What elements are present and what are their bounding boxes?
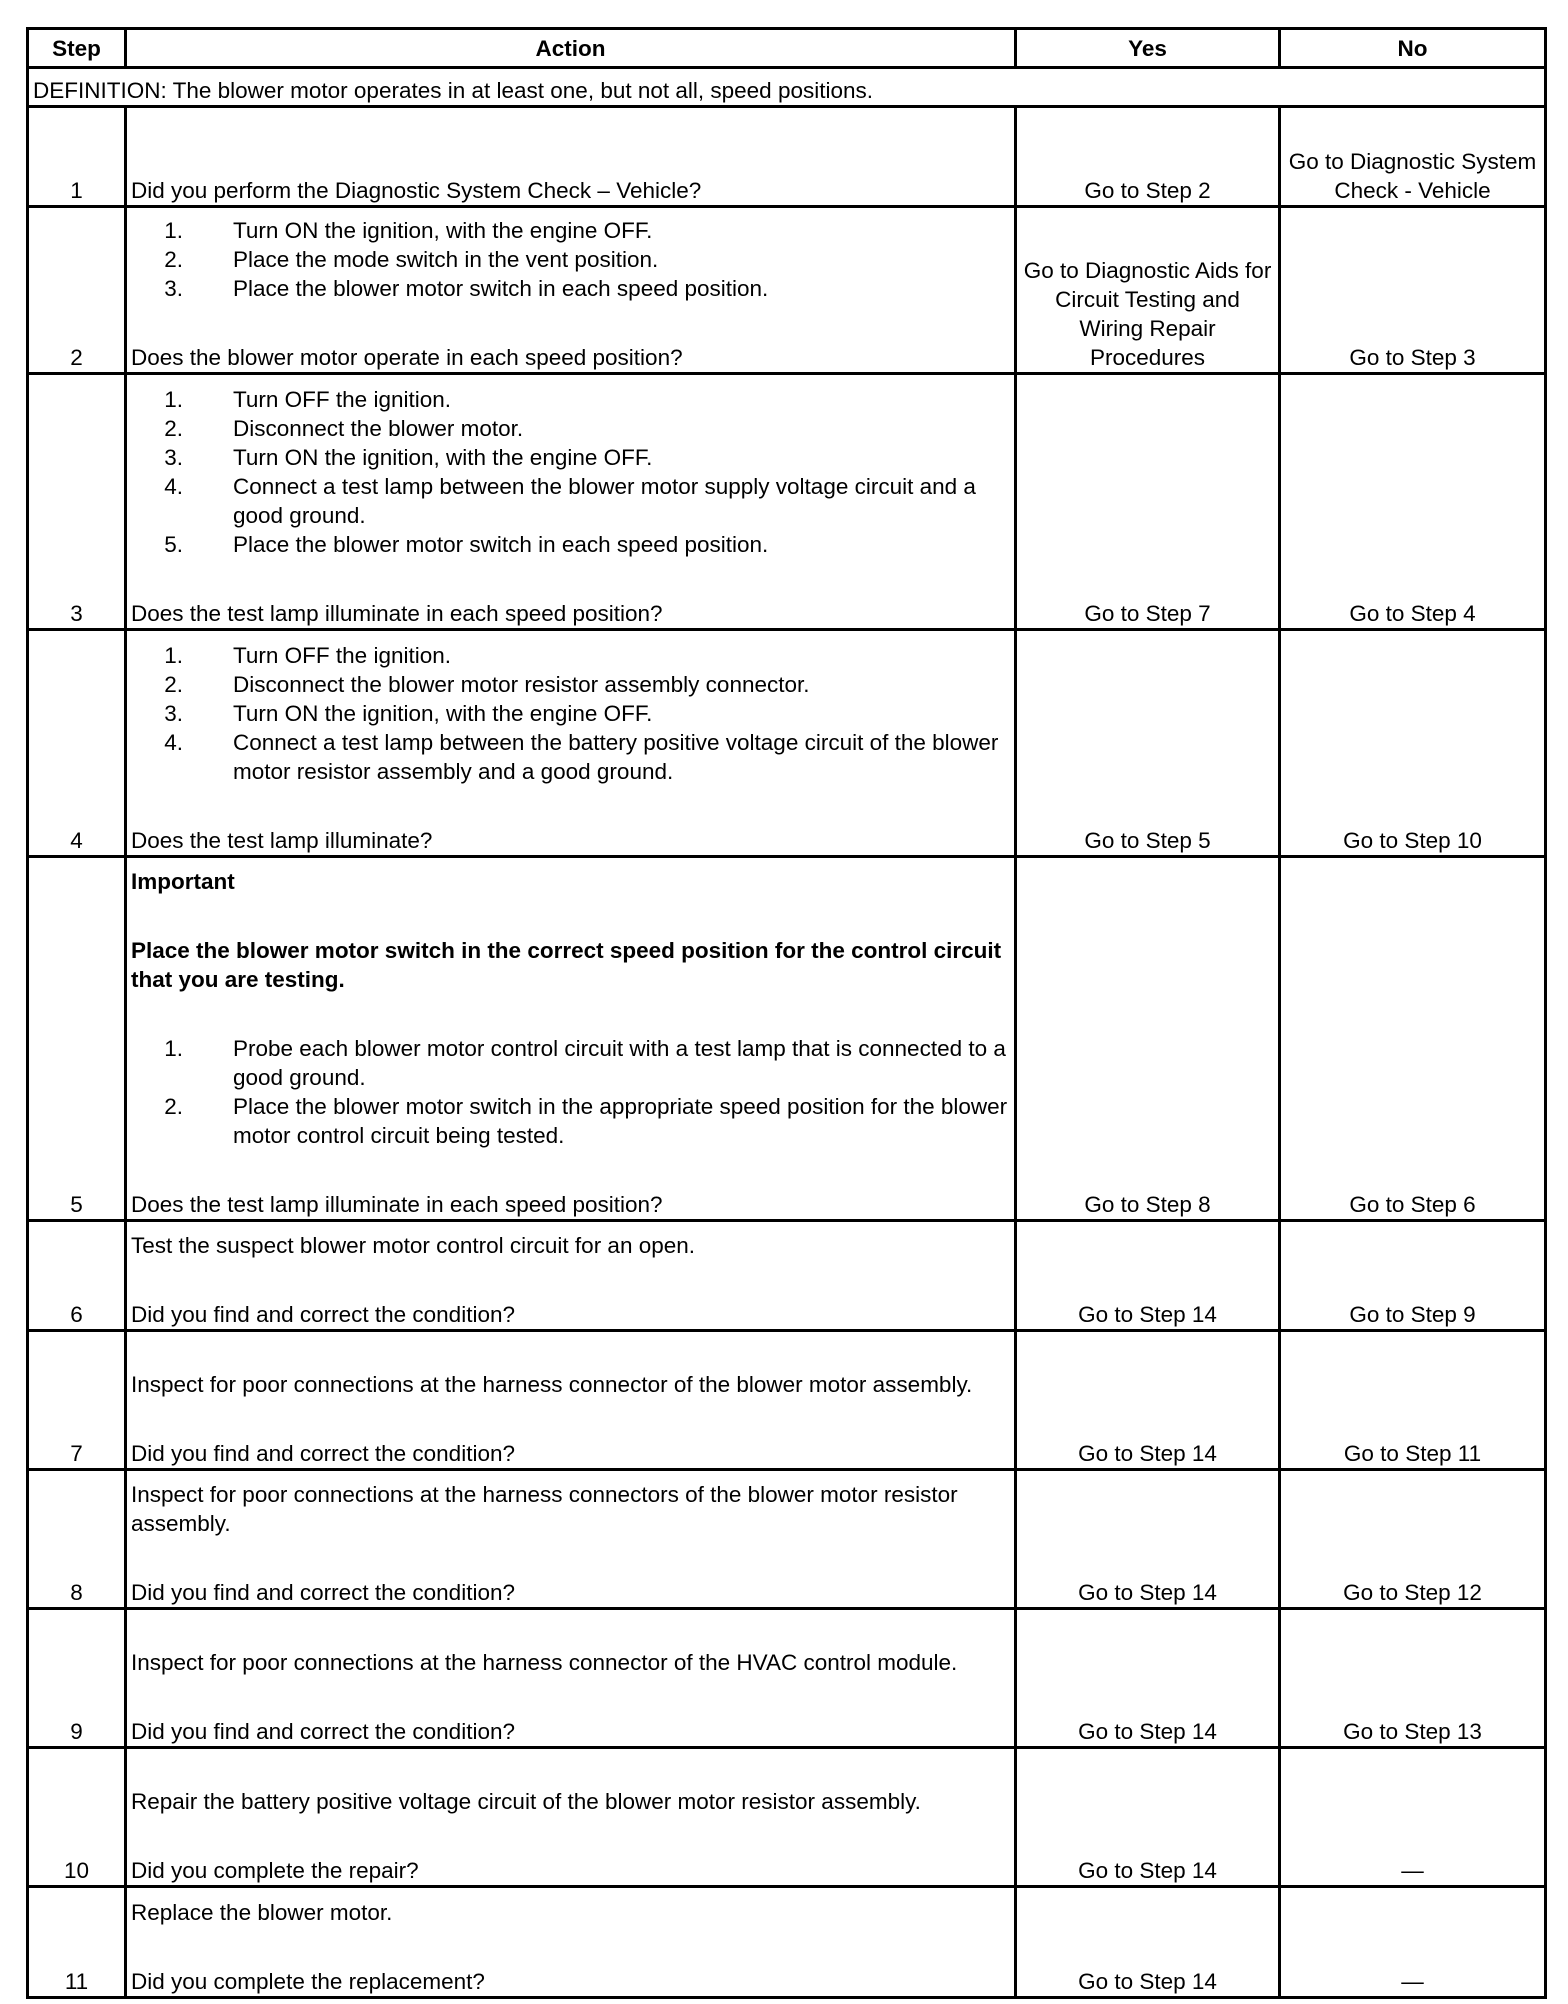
step-number: 3 [28,374,126,630]
step-number: 1 [28,107,126,207]
yes-cell: Go to Step 8 [1016,857,1280,1221]
table-row [28,1887,1546,1998]
yes-cell: Go to Diagnostic Aids for Circuit Testing and Wiring Repair Procedures [1016,207,1280,374]
instruction-text: Replace the blower motor. [131,1900,393,1925]
step-number: 2 [28,207,126,374]
table-row [28,1470,1546,1609]
action-cell [126,107,1016,207]
procedure-list [131,1034,1010,1150]
action-cell [126,374,1016,630]
question-text: Does the blower motor operate in each speed position? [131,345,683,370]
no-cell: Go to Step 11 [1280,1331,1546,1470]
list-item: 1. Turn OFF the ignition. [233,385,1010,414]
step-number: 8 [28,1470,126,1609]
diagnostic-table [26,27,1547,1999]
procedure-list [131,385,1010,559]
table-row [28,630,1546,857]
yes-cell: Go to Step 5 [1016,630,1280,857]
action-cell [126,630,1016,857]
list-item: 3. Turn ON the ignition, with the engine OFF. [233,443,1010,472]
instruction-text: Inspect for poor connections at the harness connector of the HVAC control module. [131,1650,958,1675]
header-yes: Yes [1016,29,1280,68]
definition-text: DEFINITION: The blower motor operates in at least one, but not all, speed positions. [28,68,1546,107]
header-step: Step [28,29,126,68]
action-cell [126,1221,1016,1331]
question-text: Does the test lamp illuminate in each speed position? [131,601,663,626]
procedure-list [131,641,1010,786]
yes-cell: Go to Step 14 [1016,1331,1280,1470]
question-text: Does the test lamp illuminate in each speed position? [131,1192,663,1217]
header-row [28,29,1546,68]
definition-row [28,68,1546,107]
important-label: Important [131,869,235,894]
yes-cell: Go to Step 14 [1016,1609,1280,1748]
no-cell: Go to Diagnostic System Check - Vehicle [1280,107,1546,207]
yes-cell: Go to Step 14 [1016,1470,1280,1609]
header-no: No [1280,29,1546,68]
table-row [28,1748,1546,1887]
table-row [28,207,1546,374]
instruction-text: Repair the battery positive voltage circuit of the blower motor resistor assembly. [131,1789,921,1814]
list-item: 1. Turn OFF the ignition. [233,641,1010,670]
step-number: 10 [28,1748,126,1887]
question-text: Did you find and correct the condition? [131,1302,515,1327]
yes-cell: Go to Step 14 [1016,1221,1280,1331]
list-item: 2. Disconnect the blower motor resistor assembly connector. [233,670,1010,699]
question-text: Did you complete the repair? [131,1858,419,1883]
action-cell [126,1748,1016,1887]
step-number: 7 [28,1331,126,1470]
action-cell [126,1331,1016,1470]
list-item: 3. Place the blower motor switch in each speed position. [233,274,1010,303]
question-text: Did you find and correct the condition? [131,1719,515,1744]
step-number: 11 [28,1887,126,1998]
list-item: 4. Connect a test lamp between the blower motor supply voltage circuit and a good ground. [233,472,1010,530]
procedure-list [131,216,1010,303]
question-text: Did you find and correct the condition? [131,1580,515,1605]
question-text: Did you perform the Diagnostic System Check – Vehicle? [131,178,702,203]
action-cell [126,1887,1016,1998]
question-text: Does the test lamp illuminate? [131,828,433,853]
yes-cell: Go to Step 2 [1016,107,1280,207]
list-item: 2. Place the blower motor switch in the appropriate speed position for the blower motor control circuit being tested. [233,1092,1010,1150]
step-number: 6 [28,1221,126,1331]
list-item: 1. Turn ON the ignition, with the engine OFF. [233,216,1010,245]
table-row [28,107,1546,207]
important-text: Place the blower motor switch in the correct speed position for the control circuit that you are testing. [131,938,1002,992]
no-cell: Go to Step 6 [1280,857,1546,1221]
list-item: 1. Probe each blower motor control circuit with a test lamp that is connected to a good ground. [233,1034,1010,1092]
yes-cell: Go to Step 14 [1016,1748,1280,1887]
action-cell [126,1609,1016,1748]
no-cell: Go to Step 12 [1280,1470,1546,1609]
yes-cell: Go to Step 14 [1016,1887,1280,1998]
no-cell: — [1280,1887,1546,1998]
no-cell: Go to Step 4 [1280,374,1546,630]
no-cell: Go to Step 10 [1280,630,1546,857]
diagnostic-page [26,27,1544,1999]
table-row [28,374,1546,630]
table-row [28,1609,1546,1748]
no-cell: — [1280,1748,1546,1887]
instruction-text: Inspect for poor connections at the harness connector of the blower motor assembly. [131,1372,973,1397]
list-item: 5. Place the blower motor switch in each speed position. [233,530,1010,559]
list-item: 4. Connect a test lamp between the battery positive voltage circuit of the blower motor resistor assembly and a good ground. [233,728,1010,786]
step-number: 4 [28,630,126,857]
action-cell [126,857,1016,1221]
action-cell [126,1470,1016,1609]
list-item: 3. Turn ON the ignition, with the engine OFF. [233,699,1010,728]
instruction-text: Inspect for poor connections at the harness connectors of the blower motor resistor assembly. [131,1482,958,1536]
instruction-text: Test the suspect blower motor control circuit for an open. [131,1233,696,1258]
yes-cell: Go to Step 7 [1016,374,1280,630]
question-text: Did you complete the replacement? [131,1969,485,1994]
no-cell: Go to Step 9 [1280,1221,1546,1331]
step-number: 9 [28,1609,126,1748]
table-row [28,1331,1546,1470]
question-text: Did you find and correct the condition? [131,1441,515,1466]
no-cell: Go to Step 13 [1280,1609,1546,1748]
no-cell: Go to Step 3 [1280,207,1546,374]
table-row [28,857,1546,1221]
header-action: Action [126,29,1016,68]
list-item: 2. Disconnect the blower motor. [233,414,1010,443]
list-item: 2. Place the mode switch in the vent position. [233,245,1010,274]
table-row [28,1221,1546,1331]
step-number: 5 [28,857,126,1221]
action-cell [126,207,1016,374]
